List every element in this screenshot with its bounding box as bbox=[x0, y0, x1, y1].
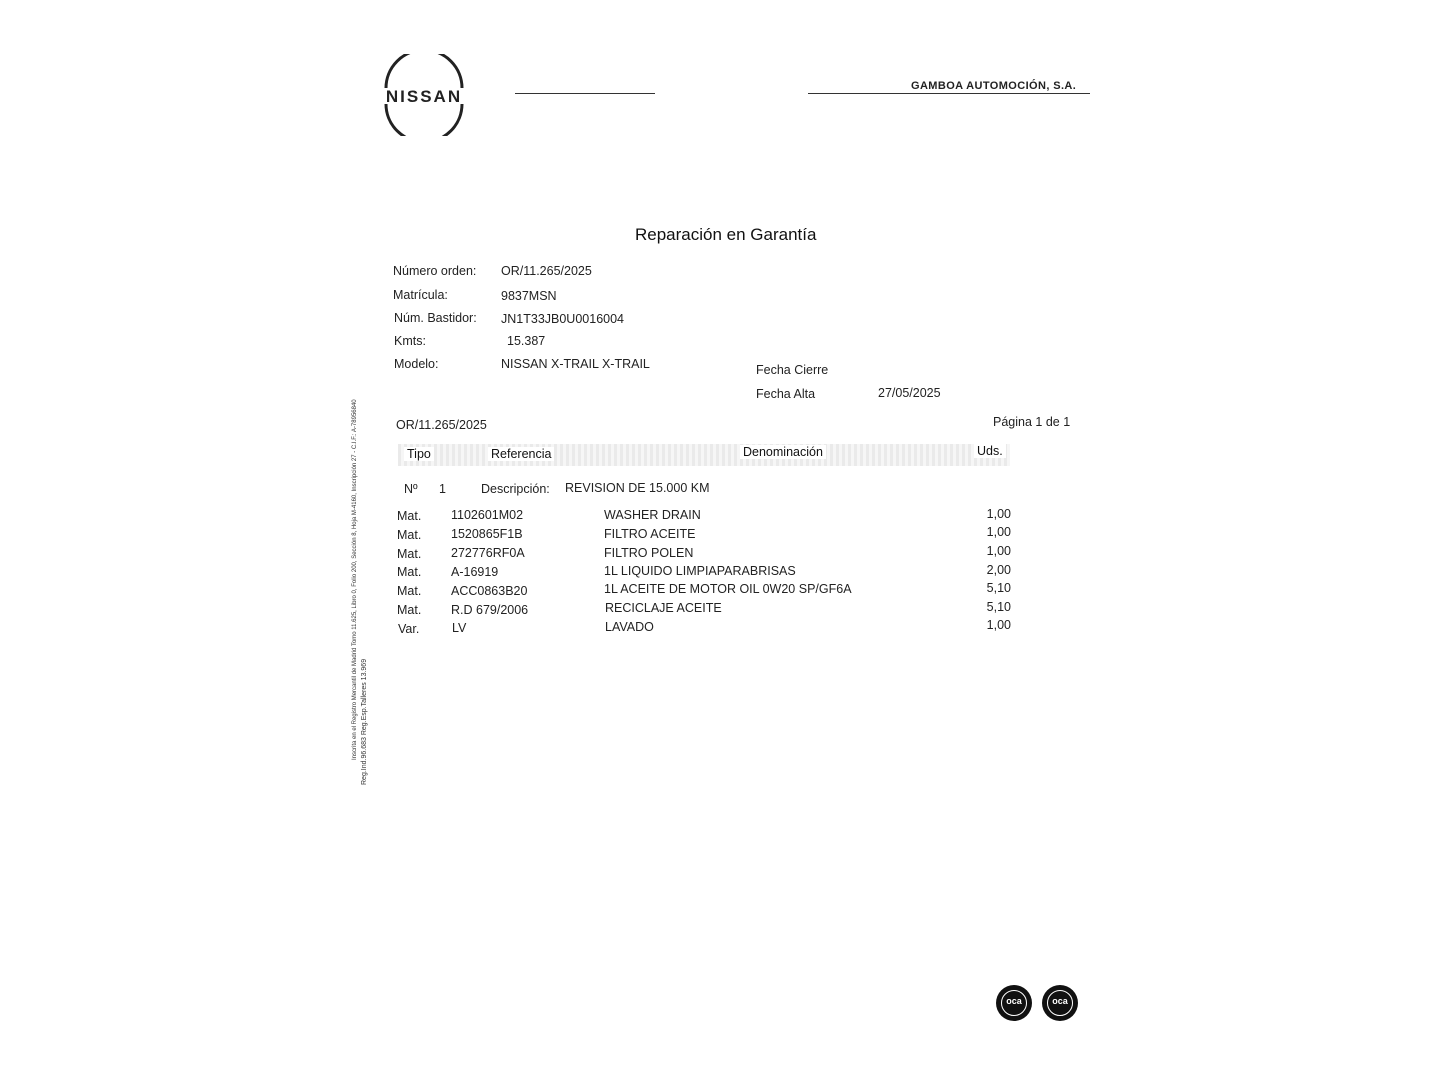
row-referencia: R.D 679/2006 bbox=[451, 603, 529, 617]
matricula-value: 9837MSN bbox=[501, 289, 557, 303]
company-name: GAMBOA AUTOMOCIÓN, S.A. bbox=[911, 80, 1077, 92]
order-reference: OR/11.265/2025 bbox=[396, 418, 487, 432]
registration-line-1: Inscrita en el Registro Mercantil de Madrid Tomo 11.625, Libro 0, Folio 200, Sección 8, Hoja M-4160, Inscripción 27 - C.I.F.: A-78956840 bbox=[352, 399, 358, 760]
row-tipo: Mat. bbox=[397, 528, 422, 542]
fecha-alta-label: Fecha Alta bbox=[756, 387, 816, 401]
row-uds: 1,00 bbox=[986, 507, 1011, 521]
row-referencia: 272776RF0A bbox=[451, 546, 525, 560]
row-referencia: 1520865F1B bbox=[451, 527, 523, 541]
row-uds: 1,00 bbox=[986, 544, 1011, 558]
row-uds: 5,10 bbox=[986, 600, 1011, 614]
document-title: Reparación en Garantía bbox=[635, 225, 817, 244]
row-referencia: A-16919 bbox=[451, 565, 499, 579]
row-denominacion: WASHER DRAIN bbox=[604, 508, 701, 522]
matricula-label: Matrícula: bbox=[393, 288, 448, 302]
row-denominacion: 1L ACEITE DE MOTOR OIL 0W20 SP/GF6A bbox=[604, 582, 852, 596]
oca-certification-stamp bbox=[1042, 985, 1078, 1021]
row-tipo: Var. bbox=[398, 622, 420, 636]
group-number-label: Nº bbox=[404, 482, 418, 496]
bastidor-value: JN1T33JB0U0016004 bbox=[501, 312, 624, 326]
header-uds: Uds. bbox=[974, 444, 1006, 458]
page-number: Página 1 de 1 bbox=[993, 415, 1071, 429]
row-referencia: 1102601M02 bbox=[451, 508, 524, 522]
logo-text: NISSAN bbox=[385, 87, 463, 106]
row-denominacion: LAVADO bbox=[605, 620, 654, 634]
group-description-label: Descripción: bbox=[481, 482, 550, 496]
row-tipo: Mat. bbox=[397, 565, 422, 579]
row-denominacion: 1L LIQUIDO LIMPIAPARABRISAS bbox=[604, 564, 796, 578]
row-tipo: Mat. bbox=[397, 584, 422, 598]
registration-side-text bbox=[352, 330, 368, 790]
registration-line-2: Reg.Ind.96.683 Reg.Esp.Talleres 13.969 bbox=[361, 658, 368, 785]
row-denominacion: FILTRO ACEITE bbox=[604, 527, 696, 541]
row-uds: 2,00 bbox=[986, 563, 1011, 577]
oca-certification-stamp bbox=[996, 985, 1032, 1021]
fecha-cierre-label: Fecha Cierre bbox=[756, 363, 829, 377]
header-line-left bbox=[515, 93, 655, 94]
group-description: REVISION DE 15.000 KM bbox=[565, 481, 710, 495]
row-referencia: LV bbox=[452, 621, 467, 635]
modelo-value: NISSAN X-TRAIL X-TRAIL bbox=[501, 357, 650, 371]
header-line-right bbox=[808, 93, 1090, 94]
kmts-value: 15.387 bbox=[507, 334, 546, 348]
row-tipo: Mat. bbox=[397, 509, 422, 523]
numero-orden-label: Número orden: bbox=[393, 264, 477, 278]
bastidor-label: Núm. Bastidor: bbox=[394, 311, 477, 325]
row-denominacion: FILTRO POLEN bbox=[604, 546, 694, 560]
header-denominacion: Denominación bbox=[740, 445, 826, 459]
kmts-label: Kmts: bbox=[394, 334, 426, 348]
row-uds: 1,00 bbox=[986, 525, 1011, 539]
row-uds: 1,00 bbox=[986, 618, 1011, 632]
fecha-alta-value: 27/05/2025 bbox=[878, 386, 941, 400]
numero-orden-value: OR/11.265/2025 bbox=[501, 264, 592, 278]
nissan-logo bbox=[372, 54, 476, 136]
row-tipo: Mat. bbox=[397, 547, 422, 561]
oca-stamp-text: oca bbox=[1052, 996, 1068, 1006]
header-tipo: Tipo bbox=[404, 447, 434, 461]
row-tipo: Mat. bbox=[397, 603, 422, 617]
oca-stamp-text: oca bbox=[1006, 996, 1022, 1006]
header-referencia: Referencia bbox=[488, 447, 554, 461]
row-denominacion: RECICLAJE ACEITE bbox=[605, 601, 722, 615]
group-number: 1 bbox=[439, 482, 446, 496]
row-uds: 5,10 bbox=[986, 581, 1011, 595]
row-referencia: ACC0863B20 bbox=[451, 584, 528, 598]
modelo-label: Modelo: bbox=[394, 357, 439, 371]
